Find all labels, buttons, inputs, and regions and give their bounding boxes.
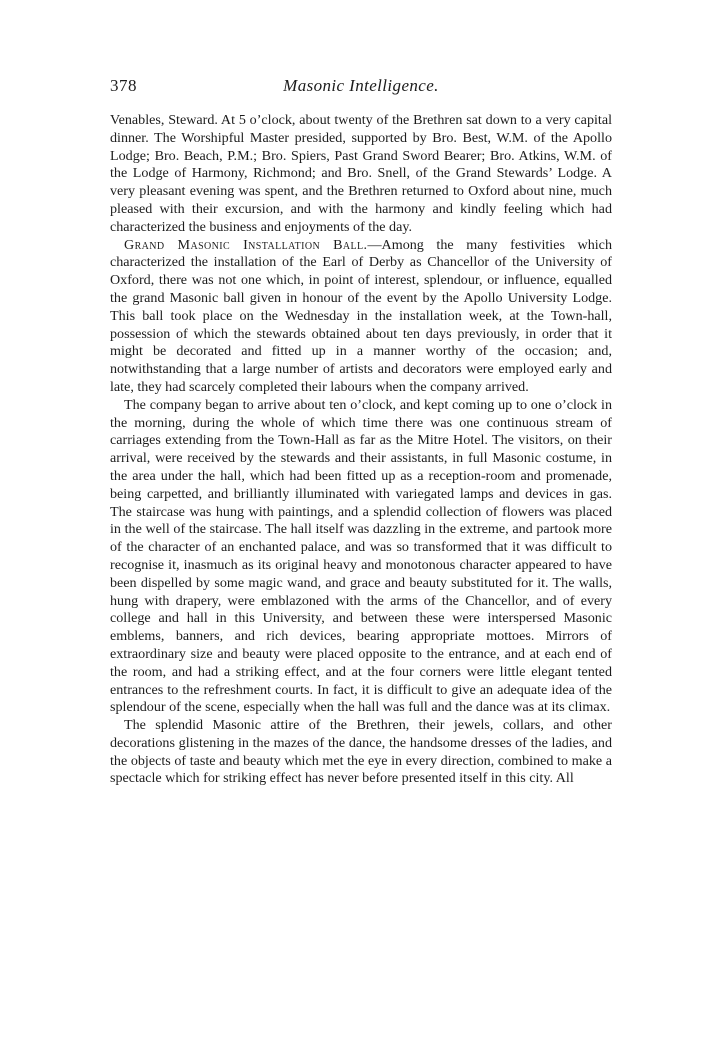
- running-title: Masonic Intelligence.: [283, 76, 439, 95]
- article-body: [110, 112, 612, 788]
- paragraph-attire: [110, 717, 612, 788]
- section-heading: Grand Masonic Installation Ball.: [124, 236, 368, 253]
- book-page: [110, 76, 612, 788]
- paragraph-text: The company began to arrive about ten o’clock, and kept coming up to one o’clock in the morning, during the whole of which time there was one continuous stream of carriages extending from the Town-Hall as far as the Mitre Hotel. The visitors, on their arrival, were received by the stewards and their assistants, in full Masonic costume, in the area under the hall, which had been fitted up as a reception-room and promenade, being carpetted, and brilliantly illuminated with variegated lamps and devices in gas. The staircase was hung with paintings, and a splendid collection of flowers was placed in the well of the staircase. The hall itself was dazzling in the extreme, and partook more of the character of an enchanted palace, and was so transformed that it was difficult to recognise it, inasmuch as its original heavy and monotonous character appeared to have been dispelled by some magic wand, and grace and beauty substituted for it. The walls, hung with drapery, were emblazoned with the arms of the Chancellor, and of every college and hall in this University, and between these were interspersed Masonic emblems, banners, and rich devices, bearing appropriate mottoes. Mirrors of extraordinary size and beauty were placed opposite to the entrance, and at each end of the room, and had a striking effect, and at the four corners were little elegant tented entrances to the refreshment courts. In fact, it is difficult to give an adequate idea of the splendour of the scene, especially when the hall was full and the dance was at its climax.: [110, 396, 612, 716]
- paragraph-ball: [110, 237, 612, 397]
- paragraph-text: Venables, Steward. At 5 o’clock, about twenty of the Brethren sat down to a very capital dinner. The Worshipful Master presided, supported by Bro. Best, W.M. of the Apollo Lodge; Bro. Beach, P.M.; Bro. Spiers, Past Grand Sword Bearer; Bro. Atkins, W.M. of the Lodge of Harmony, Richmond; and Bro. Snell, of the Grand Stewards’ Lodge. A very pleasant evening was spent, and the Brethren returned to Oxford about nine, much pleased with their excursion, and with the harmony and kindly feeling which had characterized the business and enjoyments of the day.: [110, 112, 612, 235]
- paragraph-dinner: [110, 112, 612, 237]
- page-number: 378: [110, 76, 137, 95]
- paragraph-arrival: [110, 397, 612, 717]
- running-header: [110, 76, 612, 102]
- paragraph-text: —Among the many festivities which characterized the installation of the Earl of Derby as Chancellor of the University of Oxford, there was not one which, in point of interest, splendour, or influence, equalled the grand Masonic ball given in honour of the event by the Apollo University Lodge. This ball took place on the Wednesday in the installation week, at the Town-hall, possession of which the stewards obtained about ten days previously, in order that it might be decorated and fitted up in a manner worthy of the occasion; and, notwithstanding that a large number of artists and decorators were employed early and late, they had scarcely completed their labours when the company arrived.: [110, 236, 612, 395]
- paragraph-text: The splendid Masonic attire of the Brethren, their jewels, collars, and other decorations glistening in the mazes of the dance, the handsome dresses of the ladies, and the objects of taste and beauty which met the eye in every direction, combined to make a spectacle which for striking effect has never before presented itself in this city. All: [110, 717, 612, 787]
